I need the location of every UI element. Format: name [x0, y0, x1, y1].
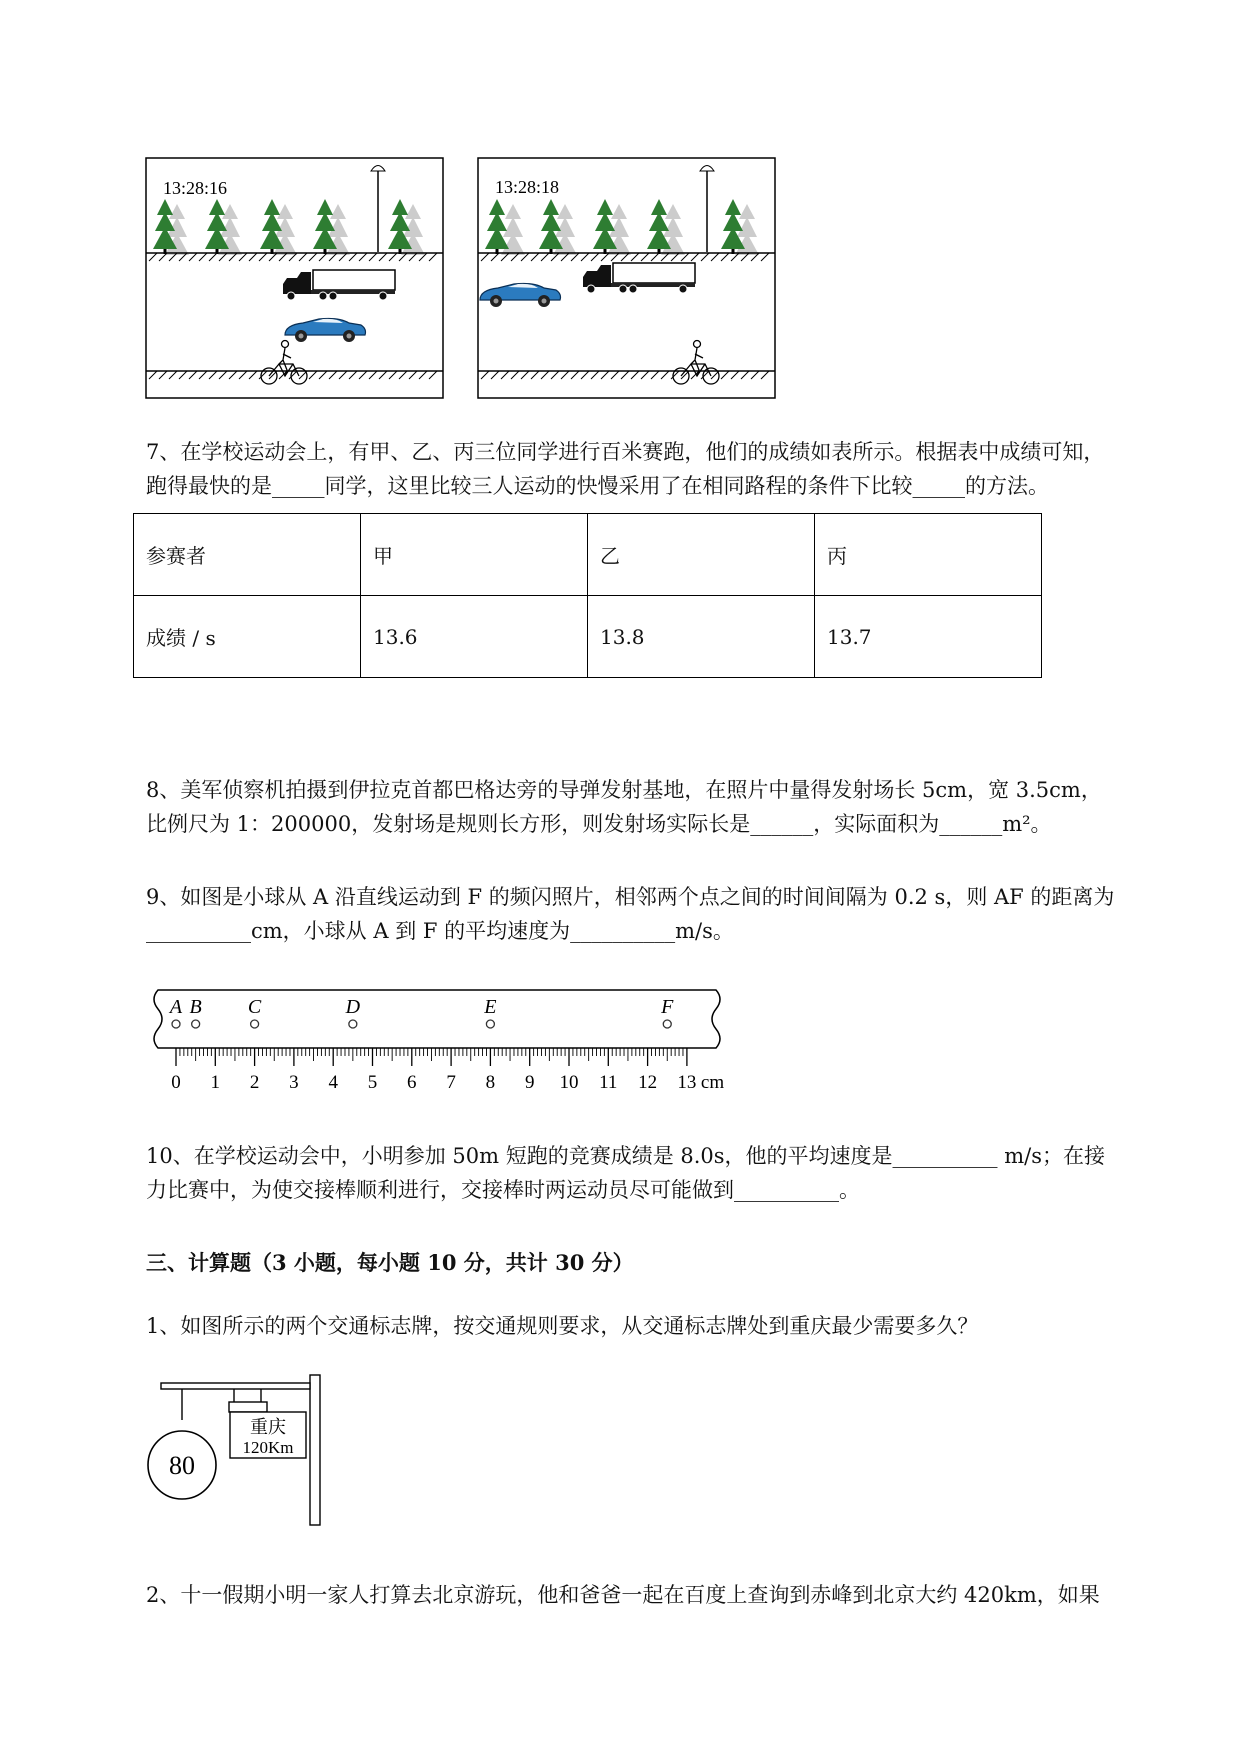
- table-cell: 13.7: [815, 596, 1042, 678]
- table-row: [134, 596, 1042, 678]
- question-7: [146, 435, 1146, 503]
- q8-line-1: 8、美军侦察机拍摄到伊拉克首都巴格达旁的导弹发射基地，在照片中量得发射场长 5cm，宽 3.5cm，: [146, 778, 1102, 802]
- q8-line-2: 比例尺为 1：200000，发射场是规则长方形，则发射场实际长是______，实际面积为______m²。: [146, 812, 1052, 836]
- ball-point: [251, 1020, 259, 1028]
- traffic-scene-1: [145, 157, 445, 400]
- ruler-tick-label: 11: [599, 1072, 618, 1093]
- speed-limit-value: 80: [169, 1451, 195, 1480]
- ball-point-label: A: [169, 996, 183, 1018]
- ball-point-label: F: [661, 996, 674, 1018]
- q7-line-2: 跑得最快的是_____同学，这里比较三人运动的快慢采用了在相同路程的条件下比较_____的方法。: [146, 474, 1049, 498]
- section-3-title: 三、计算题（3 小题，每小题 10 分，共计 30 分）: [146, 1250, 634, 1275]
- destination-name: 重庆: [250, 1417, 286, 1437]
- ruler-tick-label: 7: [446, 1072, 456, 1093]
- ball-point: [172, 1020, 180, 1028]
- ball-point: [663, 1020, 671, 1028]
- q10-line-1: 10、在学校运动会中，小明参加 50m 短跑的竞赛成绩是 8.0s，他的平均速度是__________ m/s；在接: [146, 1144, 1105, 1168]
- ruler-tick-label: 13: [677, 1072, 697, 1093]
- ball-point: [486, 1020, 494, 1028]
- scores-table: [133, 513, 1042, 678]
- tape-strip: [154, 990, 720, 1048]
- q10-line-2: 力比赛中，为使交接棒顺利进行，交接棒时两运动员尽可能做到__________。: [146, 1178, 860, 1202]
- ruler-ticks: [176, 1048, 687, 1066]
- table-header-cell: 丙: [815, 514, 1042, 596]
- ball-point-label: D: [345, 996, 361, 1018]
- table-header-cell: 参赛者: [134, 514, 361, 596]
- table-cell: 13.6: [361, 596, 588, 678]
- destination-distance: 120Km: [242, 1438, 294, 1457]
- ruler-tick-label: 5: [367, 1072, 378, 1093]
- traffic-signs-figure: [146, 1372, 336, 1530]
- q9-line-1: 9、如图是小球从 A 沿直线运动到 F 的频闪照片，相邻两个点之间的时间间隔为 0.2 s，则 AF 的距离为: [146, 885, 1115, 909]
- table-row: [134, 514, 1042, 596]
- ruler-tick-label: 1: [210, 1072, 221, 1093]
- strobe-photo-ruler: [146, 985, 746, 1105]
- question-10: [146, 1139, 1146, 1207]
- ball-point: [349, 1020, 357, 1028]
- ruler-tick-label: 8: [485, 1072, 496, 1093]
- ruler-labels: [171, 1072, 696, 1093]
- ball-point-label: E: [484, 996, 497, 1018]
- ruler-unit-label: cm: [700, 1072, 725, 1093]
- ruler-tick-label: 3: [289, 1072, 299, 1093]
- table-cell: 成绩 / s: [134, 596, 361, 678]
- scene-2-time: 13:28:18: [495, 177, 560, 197]
- ruler-tick-label: 12: [638, 1072, 658, 1093]
- ruler-tick-label: 0: [171, 1072, 181, 1093]
- sign-pole: [310, 1375, 320, 1525]
- scene-1-time: 13:28:16: [163, 178, 228, 198]
- traffic-scene-2: [477, 157, 777, 400]
- sign-arm: [161, 1383, 310, 1389]
- table-header-cell: 乙: [588, 514, 815, 596]
- ruler-tick-label: 6: [407, 1072, 417, 1093]
- ball-point-label: B: [189, 996, 202, 1018]
- ball-point-label: C: [247, 996, 262, 1018]
- ball-point: [192, 1020, 200, 1028]
- q9-line-2: __________cm，小球从 A 到 F 的平均速度为__________m/s。: [146, 919, 734, 943]
- calc-question-2: 2、十一假期小明一家人打算去北京游玩，他和爸爸一起在百度上查询到赤峰到北京大约 420km，如果: [146, 1583, 1100, 1607]
- ruler-tick-label: 9: [524, 1072, 535, 1093]
- question-8: [146, 773, 1146, 841]
- ruler-tick-label: 10: [559, 1072, 579, 1093]
- table-header-cell: 甲: [361, 514, 588, 596]
- ruler-tick-label: 4: [328, 1072, 338, 1093]
- calc-question-1: 1、如图所示的两个交通标志牌，按交通规则要求，从交通标志牌处到重庆最少需要多久？: [146, 1314, 979, 1338]
- q7-line-1: 7、在学校运动会上，有甲、乙、丙三位同学进行百米赛跑，他们的成绩如表所示。根据表中成绩可知，: [146, 440, 1105, 464]
- table-cell: 13.8: [588, 596, 815, 678]
- ruler-tick-label: 2: [249, 1072, 260, 1093]
- question-9: [146, 880, 1146, 948]
